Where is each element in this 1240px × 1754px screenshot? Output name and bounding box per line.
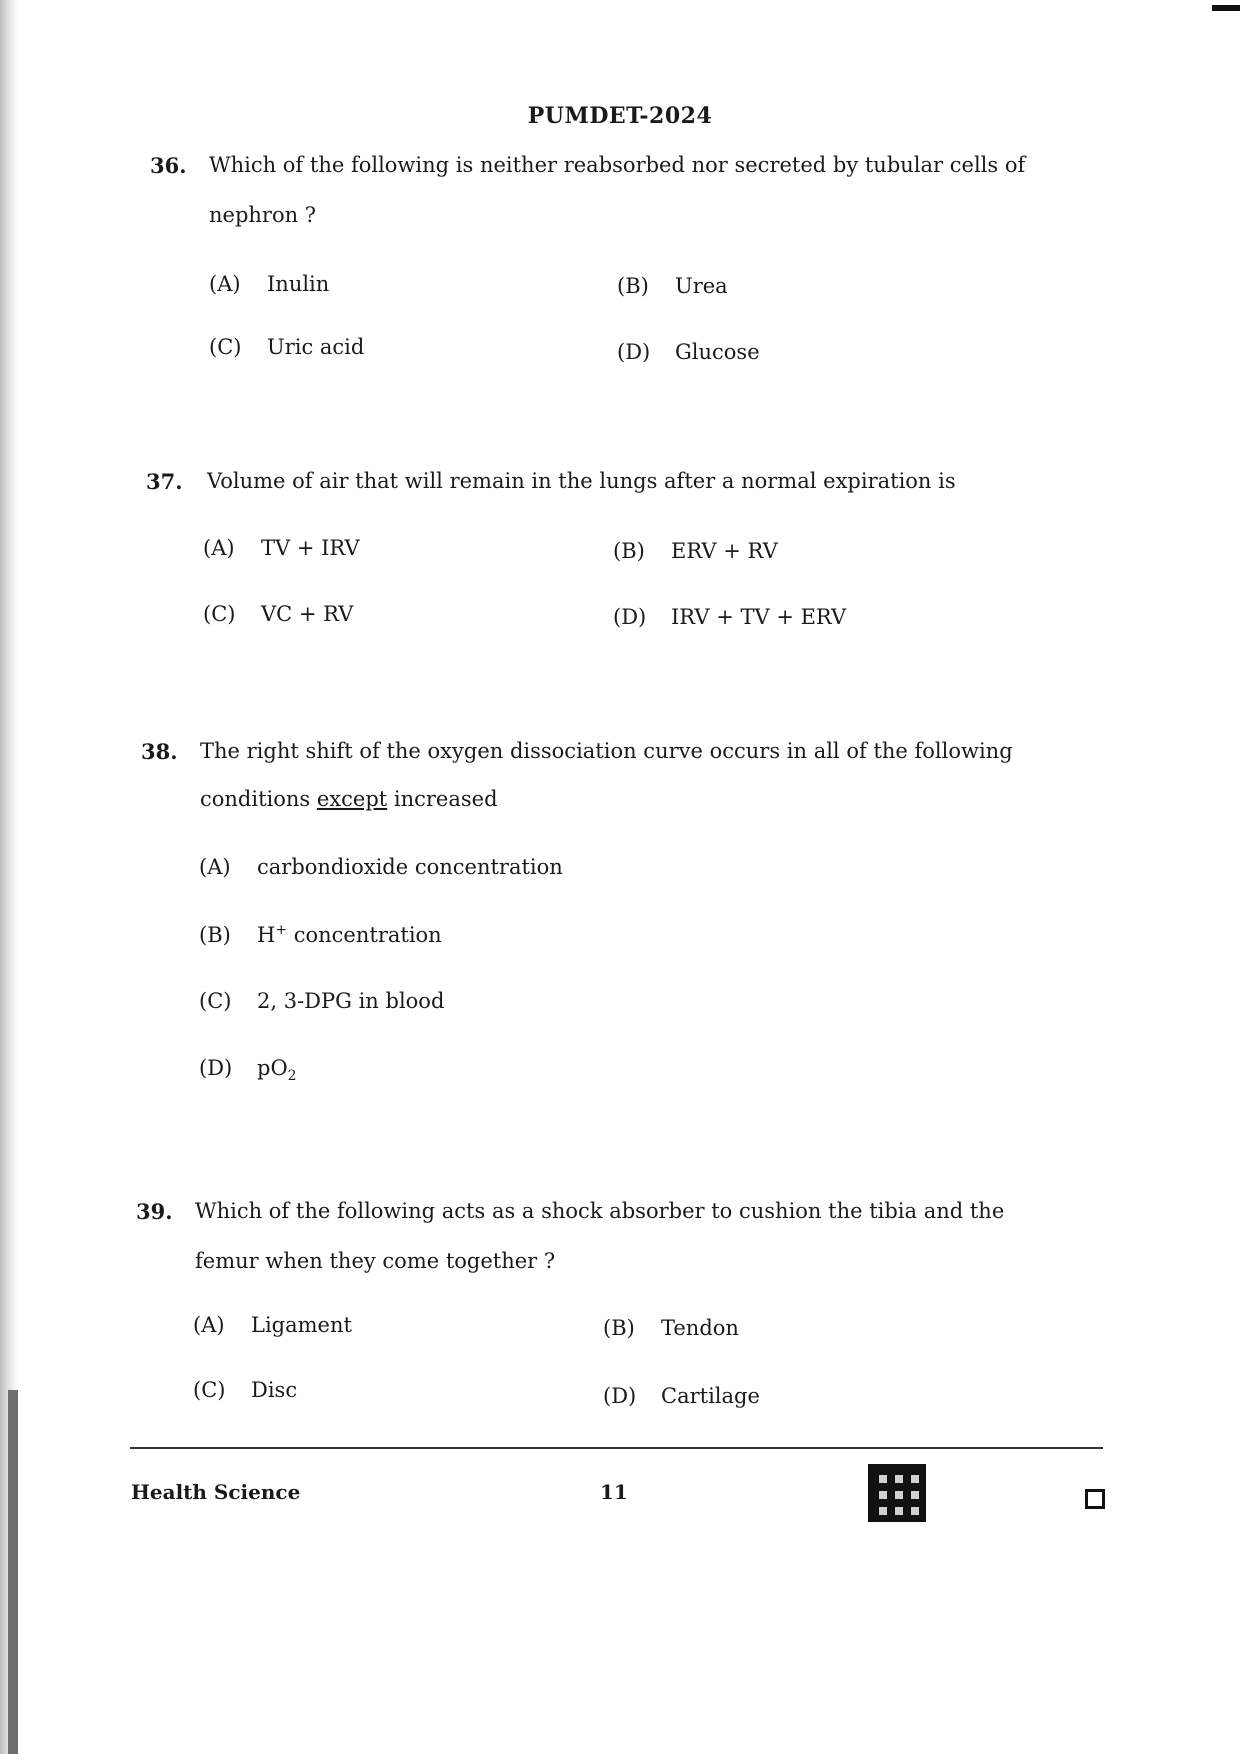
question-text-line: The right shift of the oxygen dissociation curve occurs in all of the following — [200, 739, 1013, 763]
option-letter: (C) — [203, 602, 236, 626]
option-text: concentration — [287, 923, 442, 947]
scan-corner-mark — [1212, 5, 1240, 11]
option-letter: (C) — [209, 335, 242, 359]
option-b — [199, 922, 442, 947]
square-marker-icon — [1085, 1489, 1105, 1509]
question-number: 37. — [146, 469, 183, 494]
option-text: ERV + RV — [671, 539, 778, 563]
option-a — [209, 272, 329, 296]
option-text: Urea — [675, 274, 728, 298]
subscript: 2 — [287, 1068, 297, 1085]
option-text: Ligament — [251, 1313, 352, 1337]
question-text-line: Which of the following acts as a shock absorber to cushion the tibia and the — [195, 1199, 1005, 1223]
option-c — [193, 1378, 297, 1402]
option-d — [199, 1056, 297, 1084]
question-text-line: Volume of air that will remain in the lungs after a normal expiration is — [207, 469, 956, 493]
option-c — [203, 602, 353, 626]
text-part: conditions — [200, 787, 317, 811]
option-a — [193, 1313, 352, 1337]
option-text: TV + IRV — [261, 536, 360, 560]
option-text: Disc — [251, 1378, 298, 1402]
option-letter: (C) — [193, 1378, 226, 1402]
question-text-line: Which of the following is neither reabsorbed nor secreted by tubular cells of — [209, 153, 1026, 177]
option-letter: (B) — [617, 274, 649, 298]
option-d — [617, 340, 760, 364]
option-c — [209, 335, 364, 359]
option-text: IRV + TV + ERV — [671, 605, 847, 629]
qr-code-icon — [868, 1464, 926, 1522]
option-letter: (A) — [203, 536, 235, 560]
option-text: Cartilage — [661, 1384, 760, 1408]
option-text: Inulin — [267, 272, 330, 296]
option-b — [617, 274, 728, 298]
option-letter: (C) — [199, 989, 232, 1013]
option-text: H — [257, 923, 276, 947]
scanned-page-edge-shadow — [8, 1390, 18, 1754]
option-text: Tendon — [661, 1316, 739, 1340]
option-letter: (D) — [199, 1056, 233, 1080]
option-letter: (A) — [199, 855, 231, 879]
question-number: 36. — [150, 153, 187, 178]
option-a — [203, 536, 360, 560]
page-title: PUMDET-2024 — [527, 103, 713, 129]
option-d — [603, 1384, 760, 1408]
text-part: increased — [387, 787, 498, 811]
option-a — [199, 855, 563, 879]
option-text: pO — [257, 1056, 288, 1080]
page-number: 11 — [600, 1480, 628, 1504]
option-letter: (A) — [209, 272, 241, 296]
option-text: VC + RV — [261, 602, 354, 626]
footer-subject: Health Science — [131, 1480, 301, 1504]
option-letter: (A) — [193, 1313, 225, 1337]
question-number: 39. — [136, 1199, 173, 1224]
option-letter: (D) — [617, 340, 651, 364]
option-b — [603, 1316, 739, 1340]
footer-divider — [130, 1447, 1103, 1449]
option-letter: (B) — [613, 539, 645, 563]
option-letter: (B) — [199, 923, 231, 947]
option-text: Glucose — [675, 340, 760, 364]
option-letter: (D) — [603, 1384, 637, 1408]
underlined-word: except — [316, 787, 388, 811]
superscript: + — [275, 922, 288, 938]
question-text-line: femur when they come together ? — [195, 1249, 556, 1273]
option-text: Uric acid — [267, 335, 365, 359]
question-text-line — [200, 775, 498, 823]
option-d — [613, 605, 846, 629]
option-letter: (B) — [603, 1316, 635, 1340]
option-text: carbondioxide concentration — [257, 855, 563, 879]
question-text-line: nephron ? — [209, 203, 317, 227]
option-b — [613, 539, 778, 563]
question-number: 38. — [141, 739, 178, 764]
option-c — [199, 989, 444, 1013]
option-letter: (D) — [613, 605, 647, 629]
option-text: 2, 3-DPG in blood — [257, 989, 445, 1013]
